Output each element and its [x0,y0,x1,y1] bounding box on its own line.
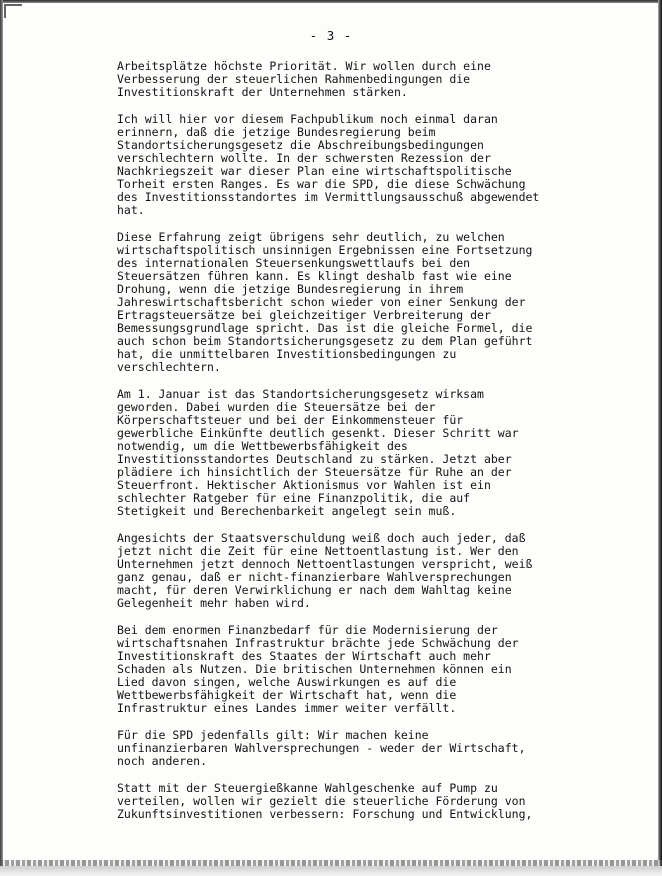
scan-corner-mark [4,4,22,18]
scan-bottom-shadow [0,866,662,876]
paragraph: Arbeitsplätze höchste Priorität. Wir wollen durch eine Verbesserung der steuerlichen Rahmenbedingungen die Investitionskraft der Unternehmen stärken. [117,59,491,99]
paragraph: Bei dem enormen Finanzbedarf für die Modernisierung der wirtschaftsnahen Infrastruktur brächte jede Schwächung der Investitionskraft des Staates der Wirtschaft auch mehr Schaden als Nutzen. Die britischen Unternehmen können ein Lied davon singen, welche Auswirkungen es auf die Wettbewerbsfähigkeit der Wirtschaft hat, wenn die Infrastruktur eines Landes immer weiter verfällt. [117,623,519,715]
paragraph: Am 1. Januar ist das Standortsicherungsgesetz wirksam geworden. Dabei wurden die Steuersätze bei der Körperschaftsteuer und bei der Einkommensteuer für gewerbliche Einkünfte deutlich gesenkt. Dieser Schritt war notwendig, um die Wettbewerbsfähigkeit des Investitionsstandortes Deutschland zu stärken. Jetzt aber plädiere ich hinsichtlich der Steuersätze für Ruhe an der Steuerfront. Hektischer Aktionismus vor Wahlen ist ein schlechter Ratgeber für eine Finanzpolitik, die auf Stetigkeit und Berechenbarkeit angelegt sein muß. [117,387,519,518]
scan-edge-left [0,0,3,876]
document-body [117,60,555,835]
paragraph: Statt mit der Steuergießkanne Wahlgeschenke auf Pump zu verteilen, wollen wir gezielt die steuerliche Förderung von Zukunftsinvestitionen verbessern: Forschung und Entwicklung, [117,781,533,821]
page-number: - 3 - [309,28,353,43]
paragraph: Ich will hier vor diesem Fachpublikum noch einmal daran erinnern, daß die jetzige Bundesregierung beim Standortsicherungsgesetz die Abschreibungsbedingungen verschlechtern wollte. In der schwersten Rezession der Nachkriegszeit war dieser Plan eine wirtschaftspolitische Torheit ersten Ranges. Es war die SPD, die diese Schwächung des Investitionsstandortes im Vermittlungsausschuß abgewendet hat. [117,112,540,217]
scan-edge-right [658,0,662,876]
paragraph: Angesichts der Staatsverschuldung weiß doch auch jeder, daß jetzt nicht die Zeit für eine Nettoentlastung ist. Wer den Unternehmen jetzt dennoch Nettoentlastungen verspricht, weiß ganz genau, daß er nicht-finanzierbare Wahlversprechungen macht, für deren Verwirklichung er nach dem Wahltag keine Gelegenheit mehr haben wird. [117,531,533,610]
paragraph: Für die SPD jedenfalls gilt: Wir machen keine unfinanzierbaren Wahlversprechungen - weder der Wirtschaft, noch anderen. [117,728,526,768]
scan-edge-top [0,0,662,3]
paragraph: Diese Erfahrung zeigt übrigens sehr deutlich, zu welchen wirtschaftspolitisch unsinnigen Ergebnissen eine Fortsetzung des internationalen Steuersenkungswettlaufs bei den Steuersätzen führen kann. Es klingt deshalb fast wie eine Drohung, wenn die jetzige Bundesregierung in ihrem Jahreswirtschaftsbericht schon wieder von einer Senkung der Ertragsteuersätze bei gleichzeitiger Verbreiterung der Bemessungsgrundlage spricht. Das ist die gleiche Formel, die auch schon beim Standortsicherungsgesetz zu dem Plan geführt hat, die unmittelbaren Investitionsbedingungen zu verschlechtern. [117,230,533,374]
